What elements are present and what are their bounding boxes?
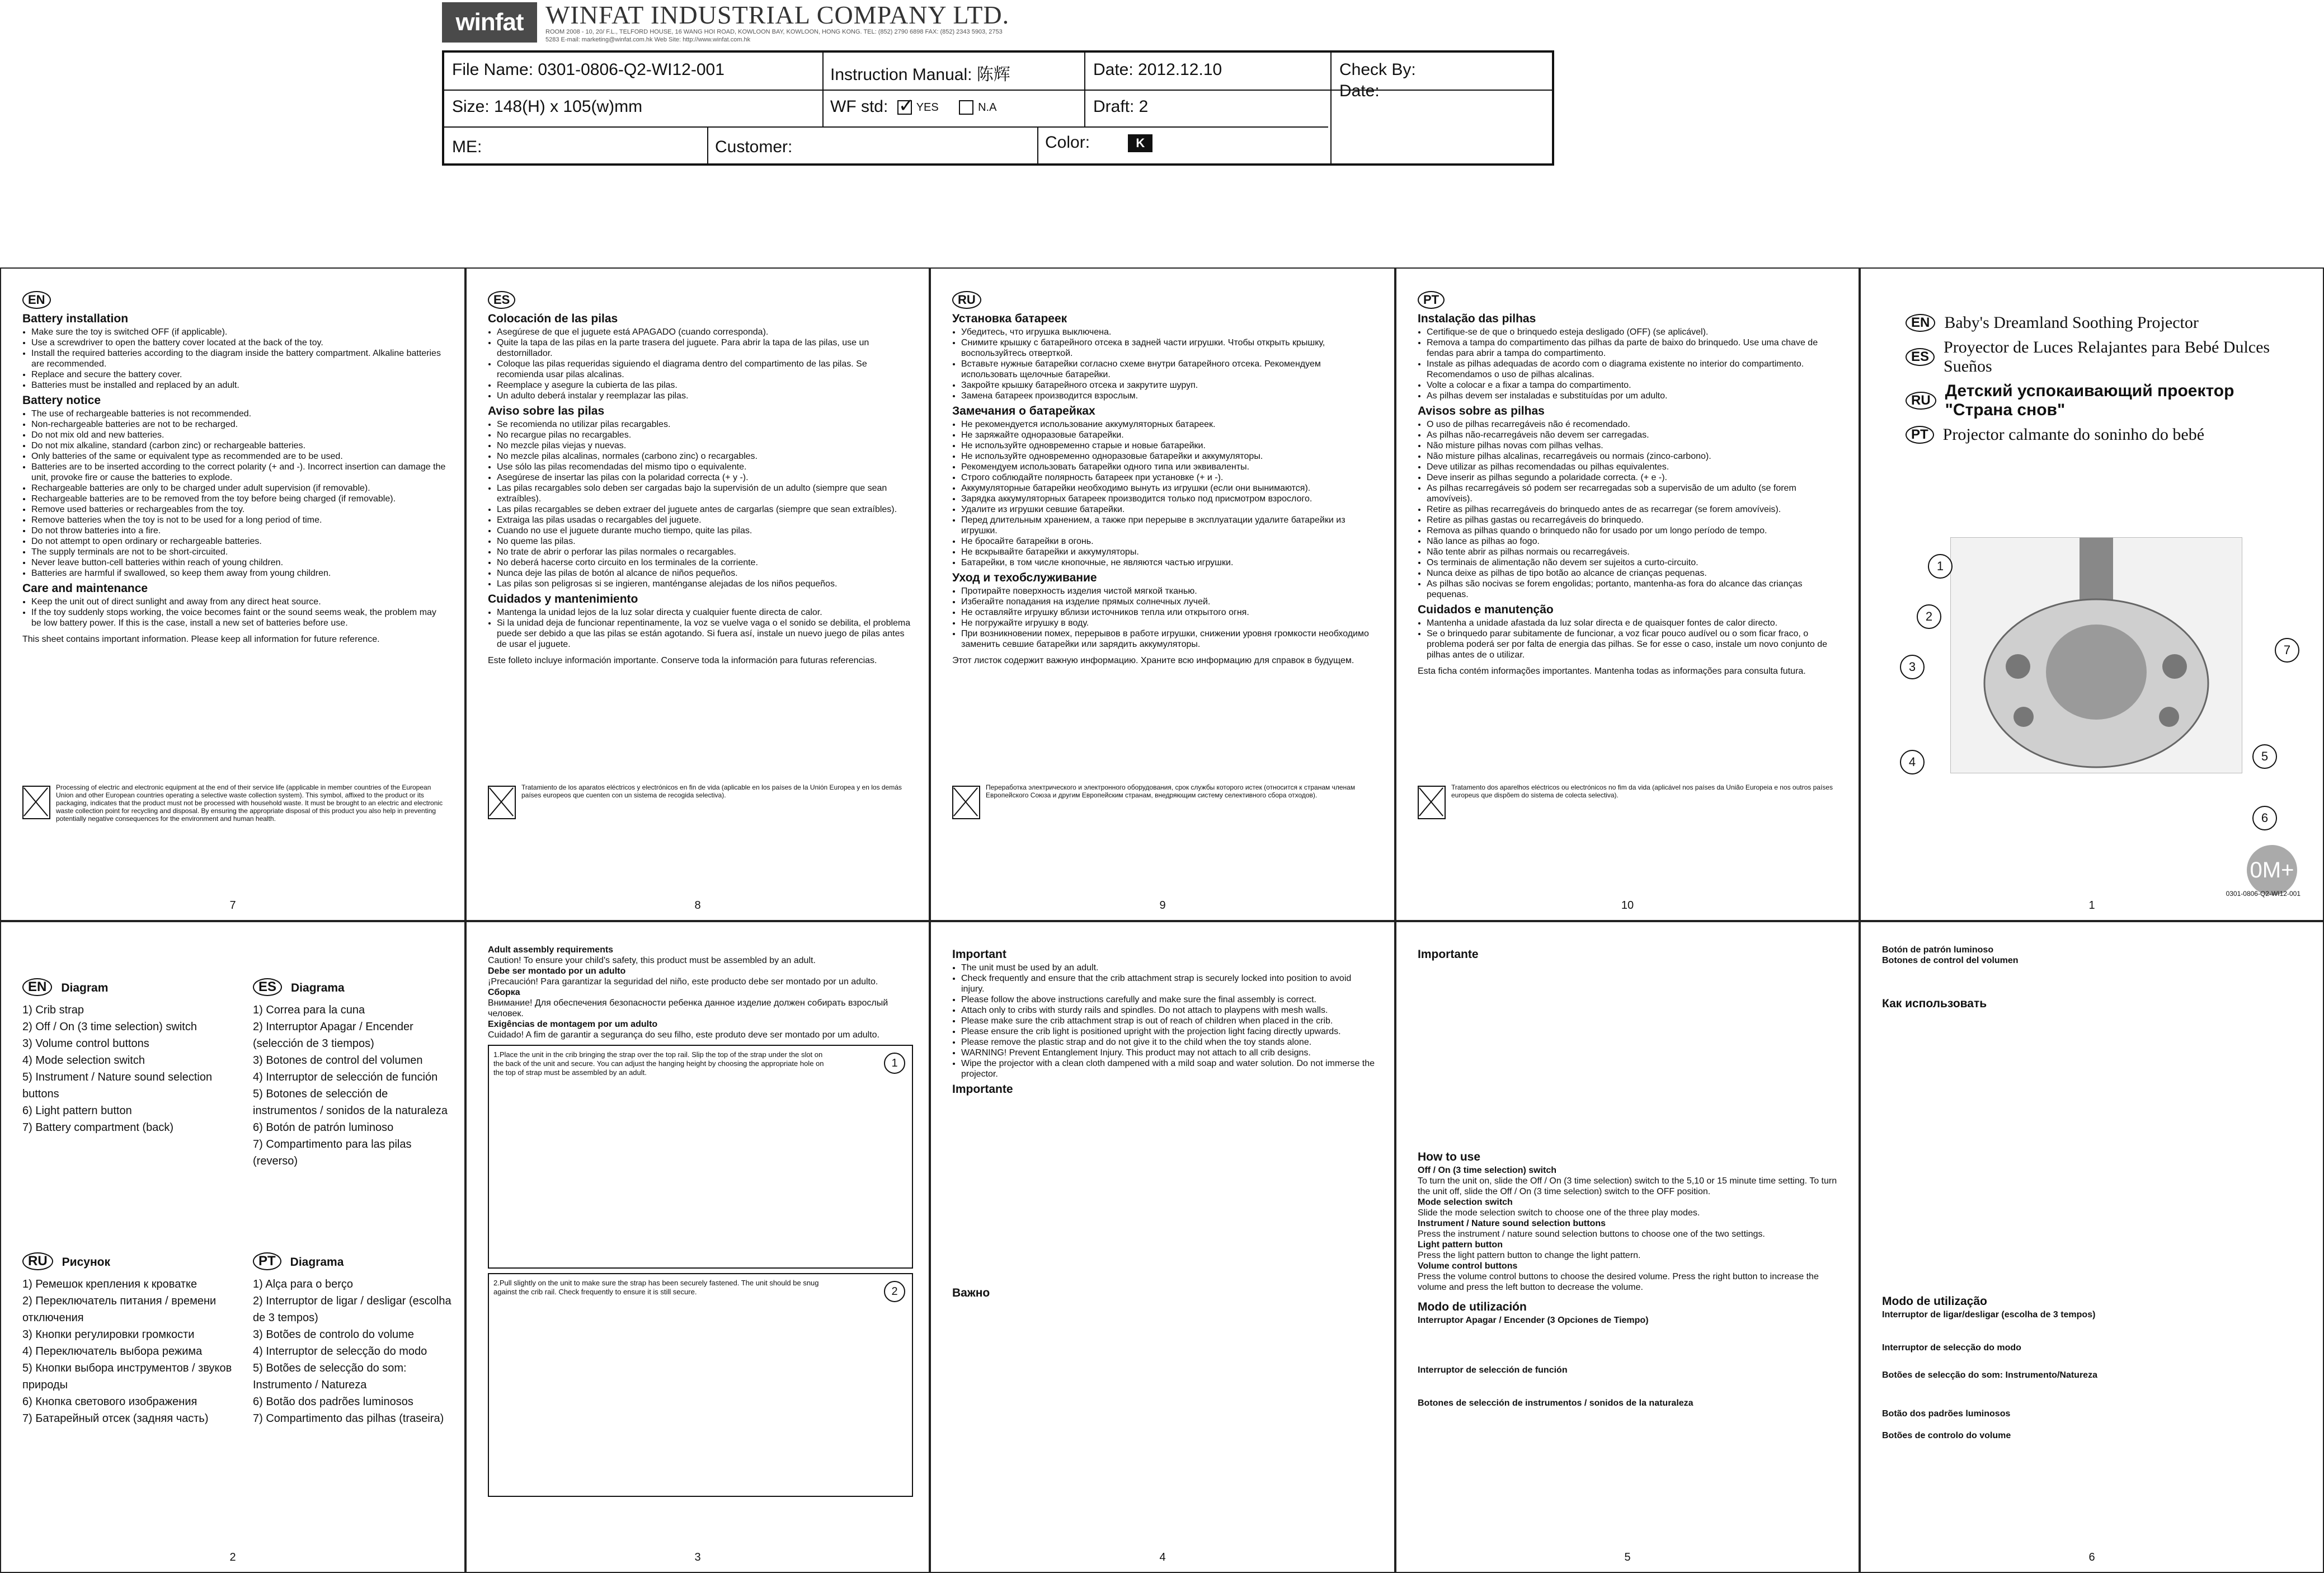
list-item: • Las pilas recargables solo deben ser cargadas bajo la supervisión de un adulto (siempre que sean extraíbles). <box>497 483 912 504</box>
howto-text: Slide the mode selection switch to choose one of the three play modes. <box>1418 1208 1700 1218</box>
list-item: • No queme las pilas. <box>497 536 912 547</box>
list-item: • As pilhas recarregáveis só podem ser recarregadas sob a supervisão de um adulto (se forem amovíveis). <box>1427 483 1842 504</box>
important-heading-es: Importante <box>952 1083 1013 1096</box>
file-name: File Name: 0301-0806-Q2-WI12-001 <box>452 60 725 79</box>
list-item: • Please ensure the crib light is positioned upright with the projection light facing directly upwards. <box>961 1026 1376 1037</box>
instruction-manual: Instruction Manual: 陈辉 <box>830 65 1010 84</box>
list-item: • Remove used batteries or rechargeables from the toy. <box>31 504 446 515</box>
list-item: • The unit must be used by an adult. <box>961 962 1376 973</box>
list-item: • Nunca deje las pilas de botón al alcance de niños pequeños. <box>497 568 912 579</box>
diagram-item: 1) Correa para la cuna <box>253 1004 365 1016</box>
section-heading: Battery installation <box>22 312 129 325</box>
panel-page-2 <box>0 921 465 1573</box>
list-item: • Rechargeable batteries are only to be charged under adult supervision (if removable). <box>31 483 446 494</box>
list-item: • Os terminais de alimentação não devem ser sujeitos a curto-circuito. <box>1427 557 1842 568</box>
list-item: • The supply terminals are not to be short-circuited. <box>31 547 446 557</box>
list-item: • Снимите крышку с батарейного отсека в задней части игрушки. Чтобы открыть крышку, воспользуйтесь отверткой. <box>961 337 1376 359</box>
callout-1: 1 <box>1928 554 1953 579</box>
list-item: • Please follow the above instructions carefully and make sure the final assembly is correct. <box>961 994 1376 1005</box>
list-item: • Las pilas son peligrosas si se ingieren, manténganse alejadas de los niños pequeños. <box>497 579 912 589</box>
list-item: • Замена батареек производится взрослым. <box>961 391 1376 401</box>
step-number: 1 <box>884 1053 905 1074</box>
howto-subheading: Botões de selecção do som: Instrumento/Natureza <box>1882 1370 2097 1380</box>
weee-text: Tratamento dos aparelhos eléctricos ou electrónicos no fim da vida (aplicável nos países da União Europeia e nos outros países europeus que dispõem do sistema de colecta selectiva). <box>1451 783 1833 799</box>
diagram-item: 1) Crib strap <box>22 1004 84 1016</box>
list-item: • Избегайте попадания на изделие прямых солнечных лучей. <box>961 597 1376 607</box>
howto-text: Press the light pattern button to change the light pattern. <box>1418 1251 1641 1260</box>
howto-subheading: Light pattern button <box>1418 1240 1503 1250</box>
list-item: • Wipe the projector with a clean cloth dampened with a mild soap and water solution. Do not immerse the projector. <box>961 1058 1376 1079</box>
list-item: • Не погружайте игрушку в воду. <box>961 618 1376 628</box>
size: Size: 148(H) x 105(w)mm <box>452 97 643 116</box>
diagram-item: 2) Переключатель питания / времени отключения <box>22 1295 217 1324</box>
product-title-es: Proyector de Luces Relajantes para Bebé Dulces Sueños <box>1944 338 2270 375</box>
lang-badge-en: EN <box>22 291 51 309</box>
note: Этот листок содержит важную информацию. Храните всю информацию для справок в будущем. <box>952 656 1354 665</box>
weee-bin-icon <box>488 786 516 819</box>
list-item: • As pilhas devem ser instaladas e substituídas por um adulto. <box>1427 391 1842 401</box>
panel-page-6 <box>1860 921 2324 1573</box>
product-title-ru: Детский успокаивающий проектор "Страна снов" <box>1945 382 2234 419</box>
na-label: N.A <box>978 101 997 114</box>
list-item: • Не используйте одновременно одноразовые батарейки и аккумуляторы. <box>961 451 1376 462</box>
list-item: • As pilhas são nocivas se forem engolidas; portanto, mantenha-as fora do alcance das crianças pequenas. <box>1427 579 1842 600</box>
list-item: • Убедитесь, что игрушка выключена. <box>961 327 1376 337</box>
section-heading: Colocación de las pilas <box>488 312 618 325</box>
list-item: • No mezcle pilas viejas y nuevas. <box>497 440 912 451</box>
list-item: • Не рекомендуется использование аккумуляторных батареек. <box>961 419 1376 430</box>
list-item: • No mezcle pilas alcalinas, normales (carbono zinc) o recargables. <box>497 451 912 462</box>
list-item: • Deve utilizar as pilhas recomendadas ou pilhas equivalentes. <box>1427 462 1842 472</box>
diagram-item: 3) Botões de controlo do volume <box>253 1328 414 1341</box>
list-item: • No recargue pilas no recargables. <box>497 430 912 440</box>
panel-page-1-cover <box>1860 267 2324 921</box>
list-item: • Do not throw batteries into a fire. <box>31 525 446 536</box>
weee-text: Tratamiento de los aparatos eléctricos y electrónicos en fin de vida (aplicable en los países de la Unión Europea y en los demás países europeos que cuenten con un sistema de recogida selectiva). <box>521 783 902 799</box>
callout-2: 2 <box>1917 604 1941 629</box>
diagram-item: 5) Instrument / Nature sound selection buttons <box>22 1071 213 1100</box>
section-heading: Aviso sobre las pilas <box>488 405 605 417</box>
callout-5: 5 <box>2252 744 2277 769</box>
diagram-item: 5) Кнопки выбора инструментов / звуков природы <box>22 1362 232 1391</box>
list-item: • Не оставляйте игрушку вблизи источников тепла или открытого огня. <box>961 607 1376 618</box>
list-item: • Не используйте одновременно старые и новые батарейки. <box>961 440 1376 451</box>
diagram-item: 3) Botones de control del volumen <box>253 1054 423 1067</box>
list-item: • Do not attempt to open ordinary or rechargeable batteries. <box>31 536 446 547</box>
list-item: • Протирайте поверхность изделия чистой мягкой тканью. <box>961 586 1376 597</box>
panel-page-5 <box>1395 921 1860 1573</box>
list-item: • Asegúrese de insertar las pilas con la polaridad correcta (+ y -). <box>497 472 912 483</box>
step-text-en: 1.Place the unit in the crib bringing the strap over the top rail. Slip the top of the strap under the slot on the back of the unit and secure. You can adjust the hanging height by choosing the appropriate hole on the top of strap must be assembled by an adult. <box>493 1050 824 1077</box>
list-item: • Não misture pilhas novas com pilhas velhas. <box>1427 440 1842 451</box>
lang-badge-en: EN <box>1906 314 1935 332</box>
howto-text: Press the volume control buttons to choose the desired volume. Press the right button to increase the volume and press the left button to decrease the volume. <box>1418 1272 1819 1292</box>
check-by: Check By: <box>1339 60 1416 79</box>
howto-subheading: Botão dos padrões luminosos <box>1882 1409 2011 1419</box>
company-name: WINFAT INDUSTRIAL COMPANY LTD. <box>545 1 1010 29</box>
list-item: • O uso de pilhas recarregáveis não é recomendado. <box>1427 419 1842 430</box>
page-number: 6 <box>2088 1551 2095 1563</box>
list-item: • Remove batteries when the toy is not to be used for a long period of time. <box>31 515 446 525</box>
panel-page-4 <box>930 921 1395 1573</box>
note: Este folleto incluye información importante. Conserve toda la información para futuras referencias. <box>488 656 877 665</box>
diagram-item: 7) Compartimento das pilhas (traseira) <box>253 1412 444 1425</box>
list-item: • Batteries must be installed and replaced by an adult. <box>31 380 446 391</box>
diagram-item: 1) Ремешок крепления к кроватке <box>22 1278 197 1290</box>
page-number: 3 <box>694 1551 701 1563</box>
lang-badge-es: ES <box>253 978 282 996</box>
howto-subheading: Interruptor Apagar / Encender (3 Opciones de Tiempo) <box>1418 1316 1649 1325</box>
assembly-heading-ru: Сборка <box>488 988 520 997</box>
howto-subheading: Interruptor de selecção do modo <box>1882 1343 2021 1353</box>
diagram-item: 6) Botón de patrón luminoso <box>253 1121 394 1134</box>
list-item: • Remova a tampa do compartimento das pilhas da parte de baixo do brinquedo. Use uma chave de fendas para abrir a tampa do compartimento. <box>1427 337 1842 359</box>
section-heading: Instalação das pilhas <box>1418 312 1536 325</box>
date: Date: 2012.12.10 <box>1093 60 1222 79</box>
section-heading: Установка батареек <box>952 312 1067 325</box>
panel-page-7 <box>0 267 465 921</box>
step-number: 2 <box>884 1281 905 1302</box>
color <box>1045 133 1152 152</box>
document-code: 0301-0806-Q2-WI12-001 <box>2226 890 2301 898</box>
list-item: • Mantenha a unidade afastada da luz solar directa e de quaisquer fontes de calor directo. <box>1427 618 1842 628</box>
assembly-text-en: Caution! To ensure your child's safety, this product must be assembled by an adult. <box>488 956 816 965</box>
howto-heading-ru: Как использовать <box>1882 997 1987 1010</box>
howto-subheading: Off / On (3 time selection) switch <box>1418 1166 1557 1175</box>
section-heading: Cuidados y mantenimiento <box>488 593 638 605</box>
diagram-item: 2) Interruptor de ligar / desligar (escolha de 3 tempos) <box>253 1295 451 1324</box>
list-item: • Рекомендуем использовать батарейки одного типа или эквиваленты. <box>961 462 1376 472</box>
callout-6: 6 <box>2252 806 2277 830</box>
lang-badge-en: EN <box>22 978 52 996</box>
list-item: • If the toy suddenly stops working, the voice becomes faint or the sound seems weak, the problem may be low battery power. If this is the case, install a new set of batteries before use. <box>31 607 446 628</box>
product-title-pt: Projector calmante do soninho do bebé <box>1942 425 2205 444</box>
me: ME: <box>452 138 482 156</box>
list-item: • Make sure the toy is switched OFF (if applicable). <box>31 327 446 337</box>
list-item: • Удалите из игрушки севшие батарейки. <box>961 504 1376 515</box>
section-heading: Уход и техобслуживание <box>952 571 1097 584</box>
list-item: • Cuando no use el juguete durante mucho tiempo, quite las pilas. <box>497 525 912 536</box>
product-title-en: Baby's Dreamland Soothing Projector <box>1944 313 2199 332</box>
important-heading-en: Important <box>952 948 1006 961</box>
list-item: • Reemplace y asegure la cubierta de las pilas. <box>497 380 912 391</box>
howto-subheading: Mode selection switch <box>1418 1198 1513 1207</box>
diagram-item: 5) Botones de selección de instrumentos / sonidos de la naturaleza <box>253 1088 448 1117</box>
list-item: • Закройте крышку батарейного отсека и закрутите шуруп. <box>961 380 1376 391</box>
projector-illustration <box>1951 538 2242 773</box>
howto-subheading: Interruptor de ligar/desligar (escolha de 3 tempos) <box>1882 1310 2096 1320</box>
check-date: Date: <box>1339 82 1380 100</box>
diagram-item: 1) Alça para o berço <box>253 1278 353 1290</box>
diagram-item: 7) Батарейный отсек (задняя часть) <box>22 1412 209 1425</box>
assembly-step-1 <box>488 1045 913 1269</box>
important-heading-ru: Важно <box>952 1286 990 1299</box>
diagram-item: 7) Battery compartment (back) <box>22 1121 174 1134</box>
list-item: • Un adulto deberá instalar y reemplazar las pilas. <box>497 391 912 401</box>
list-item: • Не бросайте батарейки в огонь. <box>961 536 1376 547</box>
diagram-item: 3) Кнопки регулировки громкости <box>22 1328 195 1341</box>
page-number: 7 <box>229 899 236 912</box>
note: Esta ficha contém informações importantes. Mantenha todas as informações para consulta futura. <box>1418 666 1806 676</box>
list-item: • Extraiga las pilas usadas o recargables del juguete. <box>497 515 912 525</box>
list-item: • Строго соблюдайте полярность батареек при установке (+ и -). <box>961 472 1376 483</box>
page-number: 9 <box>1159 899 1166 912</box>
list-item: • Asegúrese de que el juguete está APAGADO (cuando corresponda). <box>497 327 912 337</box>
list-item: • Rechargeable batteries are to be removed from the toy before being charged (if removable). <box>31 494 446 504</box>
company-address: ROOM 2008 - 10, 20/ F.L., TELFORD HOUSE, 16 WANG HOI ROAD, KOWLOON BAY, KOWLOON, HONG KONG. TEL: (852) 2790 6898 FAX: (852) 2343 5903, 2753 5283 E-mail: marketing@winfat.com.hk Web Site: http://www.winfat.com.hk <box>545 29 1003 43</box>
list-item: • Please make sure the crib attachment strap is out of reach of children when placed in the crib. <box>961 1016 1376 1026</box>
list-item: • Only batteries of the same or equivalent type as recommended are to be used. <box>31 451 446 462</box>
draft: Draft: 2 <box>1093 97 1149 116</box>
diagram-item: 2) Off / On (3 time selection) switch <box>22 1021 197 1033</box>
assembly-text-es: ¡Precaución! Para garantizar la seguridad del niño, este producto debe ser montado por un adulto. <box>488 977 878 987</box>
list-item: • Do not mix old and new batteries. <box>31 430 446 440</box>
list-item: • No trate de abrir o perforar las pilas normales o recargables. <box>497 547 912 557</box>
list-item: • Retire as pilhas gastas ou recarregáveis do brinquedo. <box>1427 515 1842 525</box>
list-item: • Зарядка аккумуляторных батареек производится только под присмотром взрослого. <box>961 494 1376 504</box>
diagram-title-ru: Рисунок <box>62 1256 110 1269</box>
howto-text: To turn the unit on, slide the Off / On (3 time selection) switch to the 5,10 or 15 minute time setting. To turn the unit off, slide the Off / On (3 time selection) switch to the OFF position. <box>1418 1176 1837 1196</box>
list-item: • Instale as pilhas adequadas de acordo com o diagrama existente no interior do compartimento. Recomendamos o uso de pilhas alcalinas. <box>1427 359 1842 380</box>
callout-7: 7 <box>2275 638 2299 663</box>
list-item: • Never leave button-cell batteries within reach of young children. <box>31 557 446 568</box>
callout-3: 3 <box>1900 655 1925 679</box>
howto-heading-es: Modo de utilización <box>1418 1300 1527 1313</box>
list-item: • Deve inserir as pilhas segundo a polaridade correcta. (+ e -). <box>1427 472 1842 483</box>
assembly-heading-en: Adult assembly requirements <box>488 945 614 955</box>
lang-badge-ru: RU <box>1906 392 1936 410</box>
list-item: • Mantenga la unidad lejos de la luz solar directa y cualquier fuente directa de calor. <box>497 607 912 618</box>
list-item: • The use of rechargeable batteries is not recommended. <box>31 408 446 419</box>
list-item: • Non-rechargeable batteries are not to be recharged. <box>31 419 446 430</box>
howto-heading-pt: Modo de utilização <box>1882 1295 1987 1308</box>
list-item: • WARNING! Prevent Entanglement Injury. This product may not attach to all crib designs. <box>961 1048 1376 1058</box>
lang-badge-pt: PT <box>1418 291 1445 309</box>
list-item: • Não misture pilhas alcalinas, recarregáveis ou normais (zinco-carbono). <box>1427 451 1842 462</box>
panel-page-9 <box>930 267 1395 921</box>
lang-badge-ru: RU <box>22 1252 53 1270</box>
diagram-item: 4) Mode selection switch <box>22 1054 145 1067</box>
lang-badge-pt: PT <box>253 1252 281 1270</box>
lang-badge-pt: PT <box>1906 426 1934 444</box>
page-number: 2 <box>229 1551 236 1563</box>
list-item: • Keep the unit out of direct sunlight and away from any direct heat source. <box>31 597 446 607</box>
weee-bin-icon <box>1418 786 1446 819</box>
company-logo: winfat <box>442 2 537 43</box>
section-heading: Avisos sobre as pilhas <box>1418 405 1545 417</box>
list-item: • Si la unidad deja de funcionar repentinamente, la voz se vuelve vaga o el sonido se debilita, el problema puede ser debido a que las pilas se están agotando. Si fuera así, instale un nuevo juego de pilas antes de usar el juguete. <box>497 618 912 650</box>
diagram-title-pt: Diagrama <box>290 1256 344 1269</box>
assembly-heading-pt: Exigências de montagem por um adulto <box>488 1020 658 1029</box>
howto-text: Press the instrument / nature sound selection buttons to choose one of the two settings. <box>1418 1229 1765 1239</box>
list-item: • Аккумуляторные батарейки необходимо вынуть из игрушки (если они вынимаются). <box>961 483 1376 494</box>
howto-subheading: Interruptor de selección de función <box>1418 1365 1568 1375</box>
assembly-heading-es: Debe ser montado por un adulto <box>488 966 626 976</box>
list-item: • Coloque las pilas requeridas siguiendo el diagrama dentro del compartimento de las pilas. Se recomienda usar pilas alcalinas. <box>497 359 912 380</box>
list-item: • No deberá hacerse corto circuito en los terminales de la corriente. <box>497 557 912 568</box>
howto-heading-en: How to use <box>1418 1151 1481 1163</box>
customer: Customer: <box>715 138 793 156</box>
section-heading: Care and maintenance <box>22 582 148 595</box>
diagram-item: 7) Compartimento para las pilas (reverso) <box>253 1138 412 1167</box>
list-item: • Батарейки, в том числе кнопочные, не являются частью игрушки. <box>961 557 1376 568</box>
note: This sheet contains important information. Please keep all information for future reference. <box>22 635 380 644</box>
diagram-item: 5) Botões de selecção do som: Instrumento / Natureza <box>253 1362 407 1391</box>
diagram-item: 4) Interruptor de selecção do modo <box>253 1345 427 1358</box>
list-item: • As pilhas não-recarregáveis não devem ser carregadas. <box>1427 430 1842 440</box>
list-item: • Не вскрывайте батарейки и аккумуляторы. <box>961 547 1376 557</box>
diagram-item: 2) Interruptor Apagar / Encender (selección de 3 tiempos) <box>253 1021 413 1050</box>
step-text-en: 2.Pull slightly on the unit to make sure the strap has been securely fastened. The unit should be snug against the crib rail. Check frequently to ensure it is still secure. <box>493 1279 819 1296</box>
assembly-step-2 <box>488 1273 913 1497</box>
list-item: • Не заряжайте одноразовые батарейки. <box>961 430 1376 440</box>
callout-4: 4 <box>1900 750 1925 774</box>
list-item: • Вставьте нужные батарейки согласно схеме внутри батарейного отсека. Рекомендуем использовать щелочные батарейки. <box>961 359 1376 380</box>
wf-std-label: WF std: <box>830 97 888 116</box>
panel-page-8 <box>465 267 930 921</box>
weee-bin-icon <box>952 786 980 819</box>
info-table <box>442 50 1554 166</box>
section-heading: Замечания о батарейках <box>952 405 1095 417</box>
diagram-item: 6) Botão dos padrões luminosos <box>253 1396 413 1408</box>
yes-label: YES <box>916 101 939 114</box>
list-item: • Não tente abrir as pilhas normais ou recarregáveis. <box>1427 547 1842 557</box>
list-item: • Se recomienda no utilizar pilas recargables. <box>497 419 912 430</box>
color-label: Color: <box>1045 133 1090 152</box>
section-heading: Cuidados e manutenção <box>1418 603 1554 616</box>
howto-subheading: Volume control buttons <box>1418 1261 1518 1271</box>
list-item: • Use sólo las pilas recomendadas del mismo tipo o equivalente. <box>497 462 912 472</box>
howto-subheading: Botón de patrón luminoso <box>1882 945 1994 955</box>
list-item: • Please remove the plastic strap and do not give it to the child when the toy stands alone. <box>961 1037 1376 1048</box>
list-item: • Replace and secure the battery cover. <box>31 369 446 380</box>
page-number: 1 <box>2088 899 2095 912</box>
howto-subheading: Botones de control del volumen <box>1882 956 2019 965</box>
list-item: • Se o brinquedo parar subitamente de funcionar, a voz ficar pouco audível ou o som ficar fraco, o problema poderá ser por falta de energia das pilhas. Se for esse o caso, instale um novo conjunto de pilhas antes de o utilizar. <box>1427 628 1842 660</box>
page-number: 5 <box>1624 1551 1631 1563</box>
color-chip: K <box>1128 134 1152 152</box>
page-number: 8 <box>694 899 701 912</box>
section-heading: Battery notice <box>22 394 101 407</box>
howto-subheading: Botones de selección de instrumentos / sonidos de la naturaleza <box>1418 1398 1693 1408</box>
panel-page-3 <box>465 921 930 1573</box>
howto-subheading: Instrument / Nature sound selection buttons <box>1418 1219 1606 1228</box>
list-item: • Attach only to cribs with sturdy rails and spindles. Do not attach to playpens with mesh walls. <box>961 1005 1376 1016</box>
howto-subheading: Botões de controlo do volume <box>1882 1431 2011 1440</box>
diagram-item: 4) Переключатель выбора режима <box>22 1345 203 1358</box>
list-item: • Não lance as pilhas ao fogo. <box>1427 536 1842 547</box>
na-checkbox[interactable] <box>959 100 973 115</box>
diagram-item: 3) Volume control buttons <box>22 1037 149 1050</box>
list-item: • Batteries are to be inserted according to the correct polarity (+ and -). Incorrect insertion can damage the unit, provoke fire or cause the batteries to explode. <box>31 462 446 483</box>
assembly-text-pt: Cuidado! A fim de garantir a segurança do seu filho, este produto deve ser montado por um adulto. <box>488 1030 879 1040</box>
list-item: • Nunca deixe as pilhas de tipo botão ao alcance de crianças pequenas. <box>1427 568 1842 579</box>
diagram-title-en: Diagram <box>61 982 109 994</box>
list-item: • Las pilas recargables se deben extraer del juguete antes de cargarlas (siempre que sean extraíbles). <box>497 504 912 515</box>
diagram-item: 6) Light pattern button <box>22 1105 132 1117</box>
panel-page-10 <box>1395 267 1860 921</box>
list-item: • Remova as pilhas quando o brinquedo não for usado por um longo período de tempo. <box>1427 525 1842 536</box>
list-item: • Volte a colocar e a fixar a tampa do compartimento. <box>1427 380 1842 391</box>
list-item: • Install the required batteries according to the diagram inside the battery compartment. Alkaline batteries are recommended. <box>31 348 446 369</box>
diagram-item: 4) Interruptor de selección de función <box>253 1071 438 1083</box>
list-item: • Retire as pilhas recarregáveis do brinquedo antes de as recarregar (se forem amovíveis). <box>1427 504 1842 515</box>
age-badge: 0M+ <box>2247 845 2297 895</box>
list-item: • Quite la tapa de las pilas en la parte trasera del juguete. Para abrir la tapa de las pilas, use un destornillador. <box>497 337 912 359</box>
list-item: • При возникновении помех, перерывов в работе игрушки, снижении уровня громкости необходимо заменить севшие батарейки или зарядить аккумуляторы. <box>961 628 1376 650</box>
page-number: 4 <box>1159 1551 1166 1563</box>
weee-text: Переработка электрического и электронного оборудования, срок службы которого истек (относится к странам членам Европейского Союза и другим Европейским странам, внедряющим систему селективного сбора отходов). <box>986 783 1356 799</box>
list-item: • Do not mix alkaline, standard (carbon zinc) or rechargeable batteries. <box>31 440 446 451</box>
weee-text: Processing of electric and electronic equipment at the end of their service life (applicable in member countries of the European Union and other European countries operating a selective waste collection system). This symbol, affixed to the product or its packaging, indicates that the product must not be processed with household waste. It must be brought to an electric and electronic waste collection point for recycling and disposal. By ensuring the appropriate disposal of this product you also help in preventing potentially negative consequences for the environment and human health. <box>56 783 443 823</box>
list-item: • Check frequently and ensure that the crib attachment strap is securely locked into position to avoid injury. <box>961 973 1376 994</box>
list-item: • Batteries are harmful if swallowed, so keep them away from young children. <box>31 568 446 579</box>
list-item: • Certifique-se de que o brinquedo esteja desligado (OFF) (se aplicável). <box>1427 327 1842 337</box>
list-item: • Use a screwdriver to open the battery cover located at the back of the toy. <box>31 337 446 348</box>
yes-checkbox[interactable] <box>897 100 912 115</box>
diagram-title-es: Diagrama <box>291 982 345 994</box>
important-heading-pt: Importante <box>1418 948 1479 961</box>
lang-badge-es: ES <box>1906 348 1935 366</box>
wf-std <box>830 97 1012 116</box>
product-image <box>1950 537 2242 773</box>
diagram-item: 6) Кнопка светового изображения <box>22 1396 197 1408</box>
assembly-text-ru: Внимание! Для обеспечения безопасности ребенка данное изделие должен собирать взрослый человек. <box>488 998 888 1018</box>
lang-badge-ru: RU <box>952 291 981 309</box>
list-item: • Перед длительным хранением, а также при перерыве в эксплуатации удалите батарейки из игрушки. <box>961 515 1376 536</box>
weee-bin-icon <box>22 786 50 819</box>
lang-badge-es: ES <box>488 291 515 309</box>
page-number: 10 <box>1621 899 1634 912</box>
